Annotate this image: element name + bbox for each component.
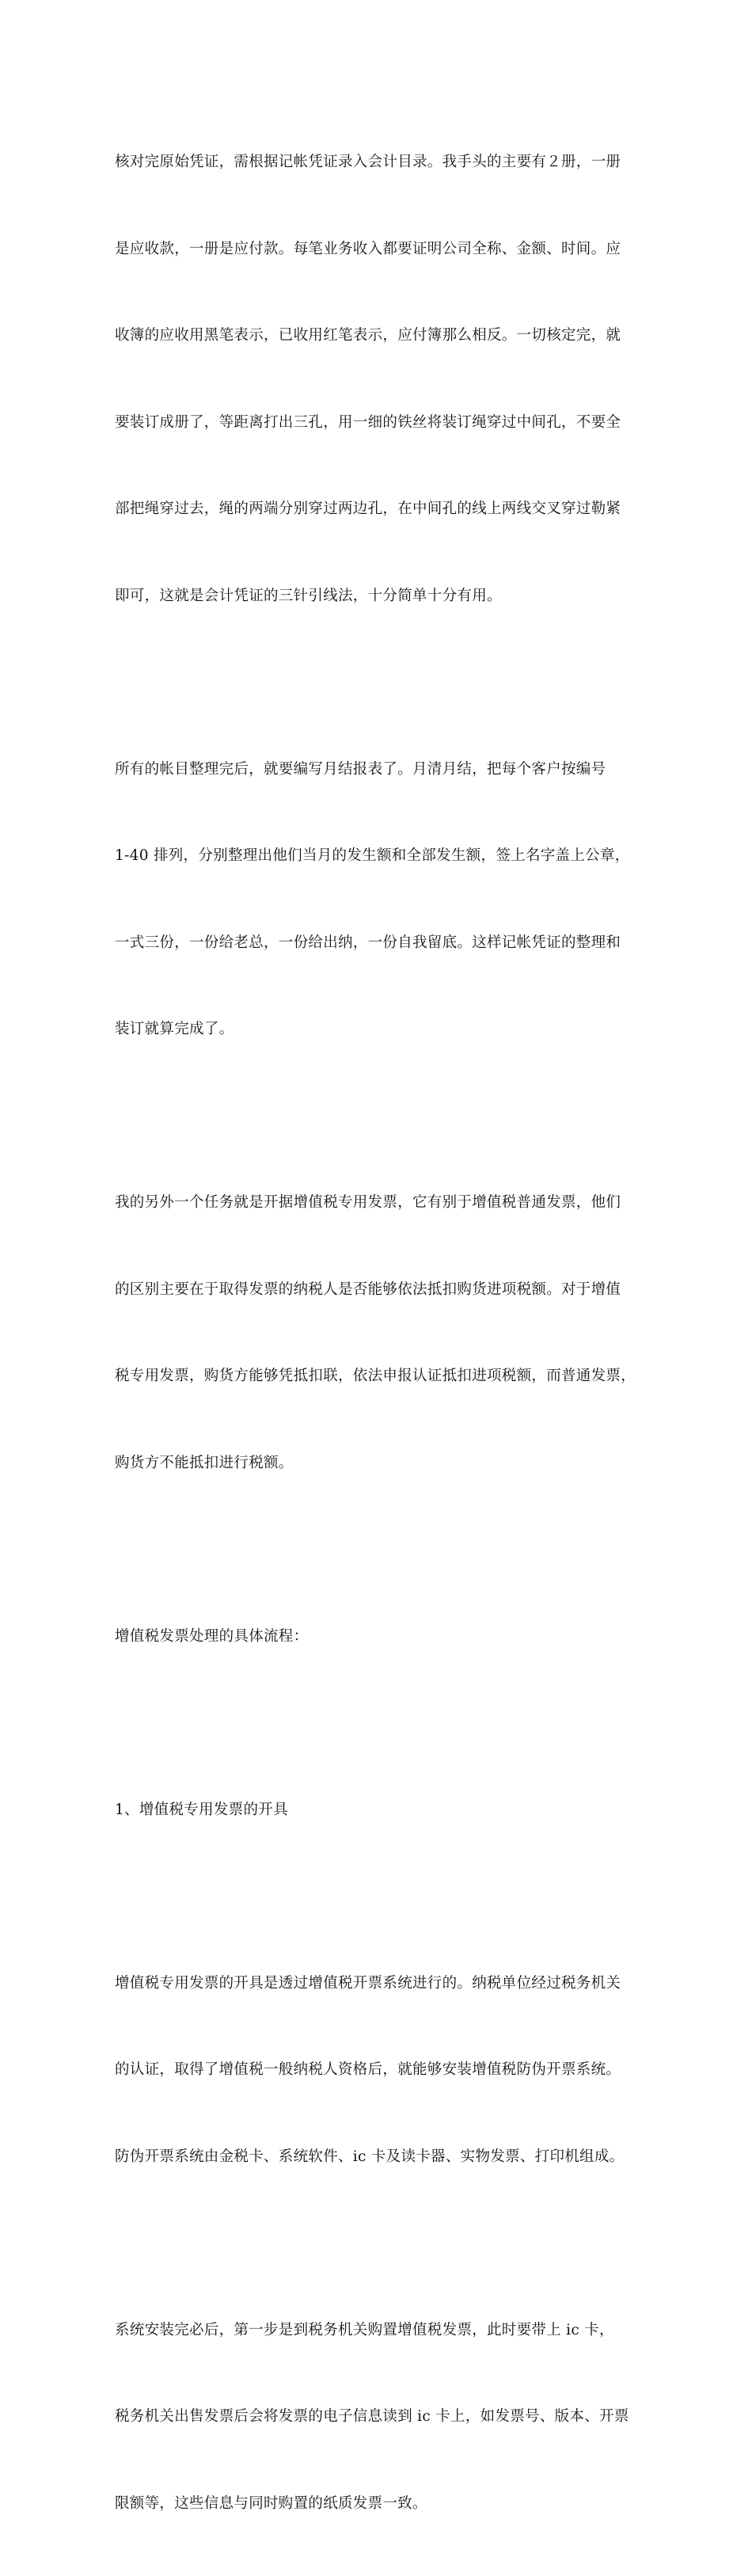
paragraph-spacer <box>115 1709 640 1738</box>
text-line: 1、增值税专用发票的开具 <box>115 1796 640 1825</box>
text-line: 1-40 排列，分别整理出他们当月的发生额和全部发生额，签上名字盖上公章， <box>115 842 640 871</box>
text-line: 防伪开票系统由金税卡、系统软件、ic 卡及读卡器、实物发票、打印机组成。 <box>115 2143 640 2172</box>
paragraph-monthly-report <box>115 698 640 1102</box>
paragraph-invoicing-system <box>115 1912 640 2230</box>
text-line: 限额等，这些信息与同时购置的纸质发票一致。 <box>115 2490 640 2519</box>
paragraph-process-heading <box>115 1565 640 1710</box>
text-line: 的认证，取得了增值税一般纳税人资格后，就能够安装增值税防伪开票系统。 <box>115 2056 640 2085</box>
text-line: 部把绳穿过去，绳的两端分别穿过两边孔，在中间孔的线上两线交叉穿过勒紧 <box>115 495 640 524</box>
paragraph-vat-invoice <box>115 1131 640 1535</box>
paragraph-section-1-heading <box>115 1738 640 1883</box>
paragraph-spacer <box>115 2229 640 2258</box>
paragraph-spacer <box>115 668 640 698</box>
text-line: 要装订成册了，等距离打出三孔，用一细的铁丝将装订绳穿过中间孔，不要全 <box>115 409 640 438</box>
paragraph-spacer <box>115 1882 640 1912</box>
document-body <box>115 90 640 2576</box>
text-line: 所有的帐目整理完后，就要编写月结报表了。月清月结，把每个客户按编号 <box>115 755 640 785</box>
text-line: 即可，这就是会计凭证的三针引线法，十分简单十分有用。 <box>115 582 640 611</box>
text-line: 我的另外一个任务就是开据增值税专用发票，它有别于增值税普通发票，他们 <box>115 1189 640 1218</box>
text-line: 一式三份，一份给老总，一份给出纳，一份自我留底。这样记帐凭证的整理和 <box>115 929 640 958</box>
document-page <box>0 0 752 1064</box>
text-line: 收簿的应收用黑笔表示，已收用红笔表示，应付簿那么相反。一切核定完，就 <box>115 322 640 351</box>
text-line: 系统安装完必后，第一步是到税务机关购置增值税发票，此时要带上 ic 卡， <box>115 2316 640 2346</box>
paragraph-spacer <box>115 1535 640 1565</box>
text-line: 税务机关出售发票后会将发票的电子信息读到 ic 卡上，如发票号、版本、开票 <box>115 2403 640 2432</box>
text-line: 是应收款，一册是应付款。每笔业务收入都要证明公司全称、金额、时间。应 <box>115 235 640 264</box>
text-line: 税专用发票，购货方能够凭抵扣联，依法申报认证抵扣进项税额，而普通发票， <box>115 1362 640 1391</box>
text-line: 核对完原始凭证，需根据记帐凭证录入会计目录。我手头的主要有２册，一册 <box>115 148 640 177</box>
text-line: 增值税发票处理的具体流程： <box>115 1623 640 1652</box>
paragraph-purchase-invoices <box>115 2258 640 2576</box>
paragraph-spacer <box>115 1102 640 1132</box>
text-line: 的区别主要在于取得发票的纳税人是否能够依法抵扣购货进项税额。对于增值 <box>115 1276 640 1305</box>
text-line: 购货方不能抵扣进行税额。 <box>115 1449 640 1478</box>
paragraph-voucher-binding <box>115 90 640 668</box>
text-line: 装订就算完成了。 <box>115 1015 640 1044</box>
text-line: 增值税专用发票的开具是透过增值税开票系统进行的。纳税单位经过税务机关 <box>115 1969 640 1999</box>
